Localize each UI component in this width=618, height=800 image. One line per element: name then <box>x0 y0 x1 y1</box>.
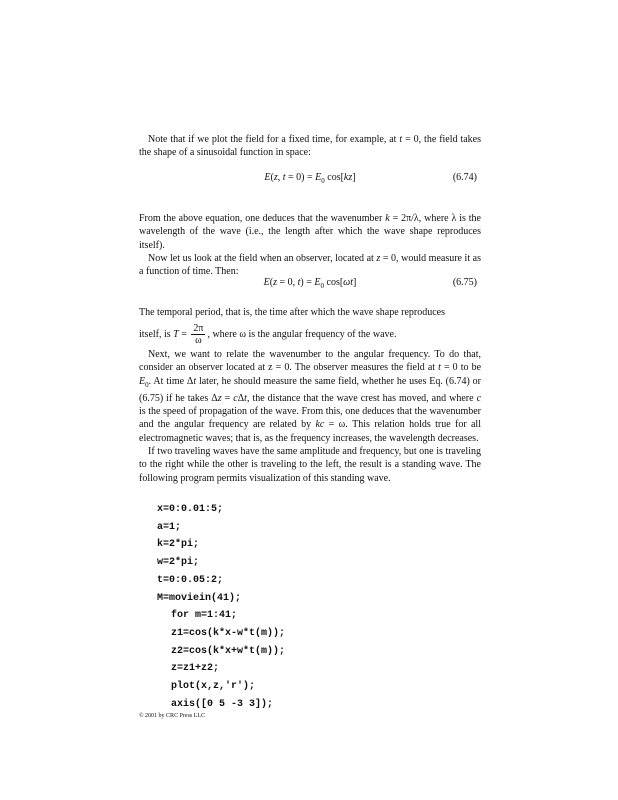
text-span: t <box>399 134 403 145</box>
code-line: plot(x,z,'r'); <box>171 681 256 693</box>
fraction-2pi-over-omega: $\frac{2\pi}{\omega}$ <box>193 323 204 346</box>
equation-body: E(z = 0, $t) = E_0$ cos[ωt] <box>263 277 357 290</box>
code-line: z1=cos(k*x-w*t(m)); <box>171 627 286 639</box>
copyright-footer: © 2001 by CRC Press LLC <box>139 713 206 719</box>
equation-body: E(z, $t = 0) = E_0$ cos[kz] <box>264 172 356 185</box>
code-line: w=2*pi; <box>157 557 200 569</box>
paragraph-1 <box>139 133 481 160</box>
equation-number: (6.75) <box>452 277 477 288</box>
code-line: x=0:0.01:5; <box>157 504 224 515</box>
text-span: = 0, the field takes the shape of a sinusoidal function in space: <box>139 134 481 159</box>
code-line: z=z1+z2; <box>171 663 220 675</box>
equation-6-75 <box>139 276 481 290</box>
paragraph-period: The temporal period, that is, the time after which the wave shape reproduces itself, is T = $\frac{2\pi}{\omega}$ , where ω is the angular frequency of the wave. <box>139 307 445 346</box>
equation-6-74 <box>139 171 481 185</box>
code-line: M=moviein(41); <box>157 592 242 604</box>
code-listing <box>157 501 285 713</box>
code-line: for m=1:41; <box>171 610 238 622</box>
text-span: Note that if we plot the field for a fixed time, for example, at <box>148 134 400 145</box>
equation-number: (6.74) <box>452 172 477 183</box>
code-line: k=2*pi; <box>157 539 200 551</box>
paragraph-5: If two traveling waves have the same amplitude and frequency, but one is traveling to the right while the other is traveling to the left, the result is a standing wave. The following program permits visualization of this standing wave. <box>139 446 481 484</box>
code-line: z2=cos(k*x+w*t(m)); <box>171 645 286 657</box>
code-line: t=0:0.05:2; <box>157 574 224 586</box>
paragraph-4: Next, we want to relate the wavenumber to the angular frequency. To do that, consider an observer located at z = 0. The observer measures the field at t = 0 to be $E_0$. At time Δt later, he should measure the same field, whether he uses Eq. (6.74) or (6.75) if he takes Δz = cΔt, the distance that the wave crest has moved, and where c is the speed of propagation of the wave. From this, one deduces that the wavenumber and the angular frequency are related by kc = ω. This relation holds true for all electromagnetic waves; that is, as the frequency increases, the wavelength decreases. If two traveling waves have the same amplitude and frequency, but one is traveling to the right while the other is traveling to the left, the result is a standing wave. The following program permits visualization of this standing wave. <box>139 349 482 484</box>
paragraph-2: From the above equation, one deduces that the wavenumber k = 2π/λ, where λ is the wavelength of the wave (i.e., the length after which the wave shape reproduces itself). Now let us look at the field when an observer, located at z = 0, would measure it as a function of time. Then: <box>139 213 481 278</box>
code-line: axis([0 5 -3 3]); <box>171 698 274 710</box>
code-line: a=1; <box>157 521 182 533</box>
